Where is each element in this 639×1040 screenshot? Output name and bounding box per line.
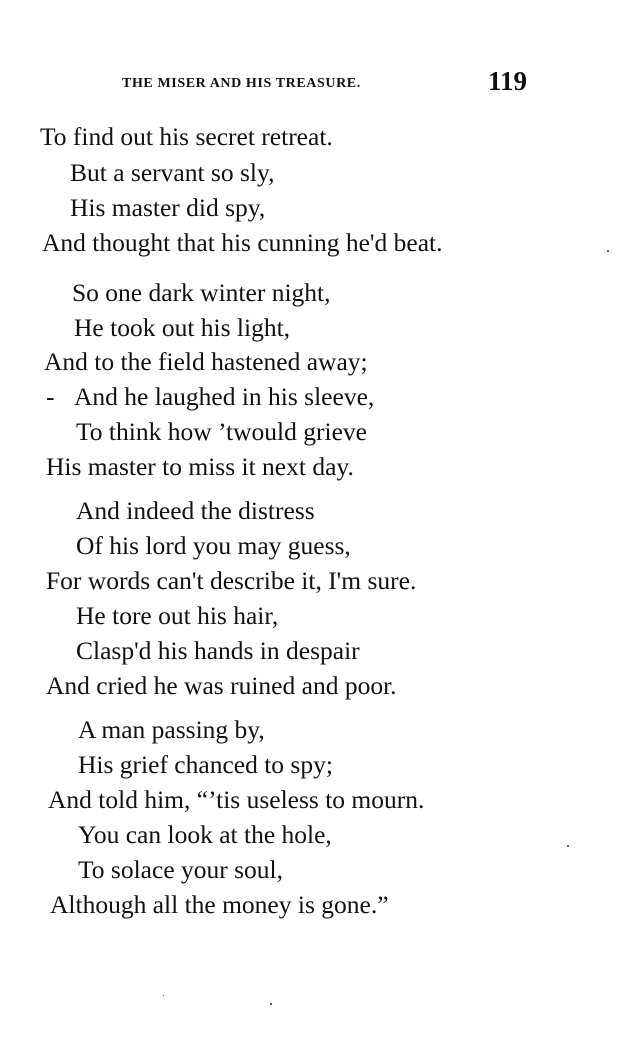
- poem-line: So one dark winter night,: [72, 278, 331, 307]
- margin-dash: -: [46, 382, 55, 411]
- poem-line: His grief chanced to spy;: [78, 750, 333, 779]
- scan-speck: [567, 845, 569, 847]
- poem-line: Clasp'd his hands in despair: [76, 636, 360, 665]
- poem-line: And indeed the distress: [76, 496, 315, 525]
- poem-line: To find out his secret retreat.: [40, 122, 333, 151]
- scan-speck: [270, 1003, 272, 1005]
- poem-line: And thought that his cunning he'd beat.: [42, 228, 443, 257]
- poem-line: A man passing by,: [78, 715, 265, 744]
- poem-line: He tore out his hair,: [76, 601, 279, 630]
- poem-line: And told him, “’tis useless to mourn.: [48, 785, 425, 814]
- page-number: 119: [488, 66, 528, 96]
- scan-speck: [163, 995, 164, 996]
- scan-speck: [607, 250, 609, 252]
- poem-line: For words can't describe it, I'm sure.: [46, 566, 417, 595]
- poem-line: To solace your soul,: [78, 855, 284, 884]
- poem-line: But a servant so sly,: [70, 158, 275, 187]
- poem-line: And to the field hastened away;: [44, 347, 368, 376]
- running-title: THE MISER AND HIS TREASURE.: [122, 76, 361, 91]
- poem-line: His master to miss it next day.: [46, 452, 354, 481]
- poem-line: His master did spy,: [70, 193, 266, 222]
- poem-line: Of his lord you may guess,: [76, 531, 351, 560]
- poem-line: You can look at the hole,: [78, 820, 332, 849]
- poem-line: And he laughed in his sleeve,: [74, 382, 375, 411]
- poem-line: Although all the money is gone.”: [50, 890, 389, 919]
- poem-line: And cried he was ruined and poor.: [46, 671, 397, 700]
- poem-line: He took out his light,: [74, 313, 291, 342]
- poem-line: To think how ’twould grieve: [76, 417, 367, 446]
